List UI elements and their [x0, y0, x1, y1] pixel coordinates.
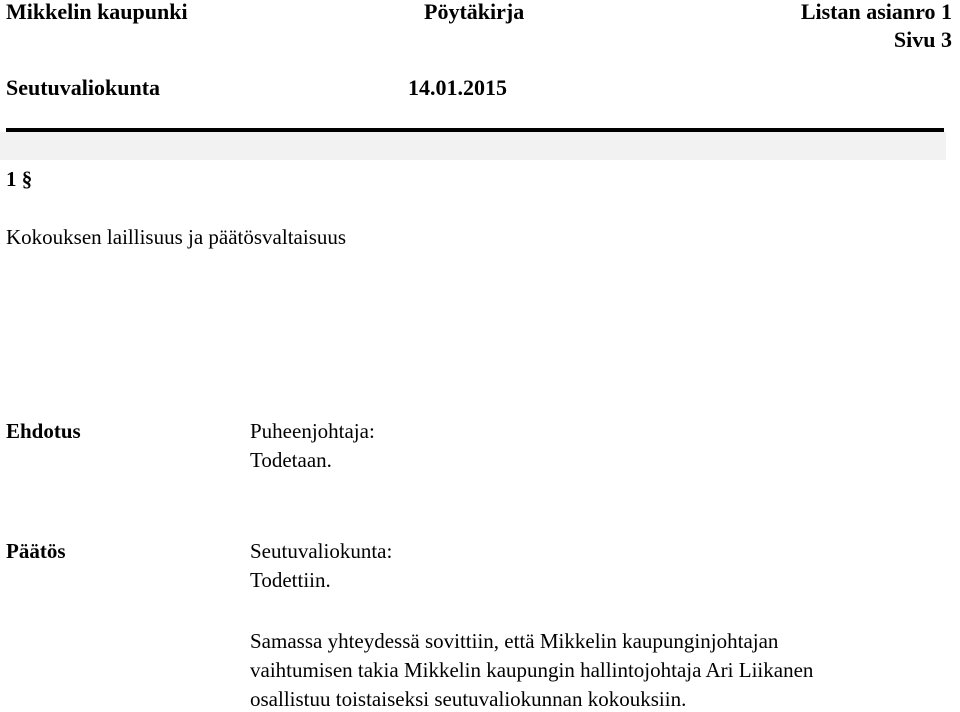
- committee-name: Seutuvaliokunta: [6, 75, 161, 100]
- organization-name: Mikkelin kaupunki: [6, 0, 188, 24]
- decision-text: Todettiin.: [250, 568, 331, 592]
- decision-paragraph-line: vaihtumisen takia Mikkelin kaupungin hallintojohtaja Ari Liikanen: [250, 658, 814, 682]
- decision-label: Päätös: [6, 539, 66, 563]
- proposal-presenter: Puheenjohtaja:: [250, 419, 375, 443]
- section-number: 1 §: [6, 167, 33, 191]
- decision-body: Seutuvaliokunta:: [250, 539, 393, 563]
- header-band: [0, 132, 946, 160]
- document-type: Pöytäkirja: [424, 0, 525, 24]
- proposal-text: Todetaan.: [250, 448, 332, 472]
- decision-paragraph-line: osallistuu toistaiseksi seutuvaliokunnan kokouksiin.: [250, 687, 687, 711]
- page-number: Sivu 3: [893, 27, 952, 52]
- decision-paragraph-line: Samassa yhteydessä sovittiin, että Mikkelin kaupunginjohtajan: [250, 629, 779, 653]
- meeting-date: 14.01.2015: [408, 75, 507, 100]
- list-item-number: Listan asianro 1: [800, 0, 952, 24]
- section-title: Kokouksen laillisuus ja päätösvaltaisuus: [6, 225, 347, 249]
- proposal-label: Ehdotus: [6, 419, 81, 443]
